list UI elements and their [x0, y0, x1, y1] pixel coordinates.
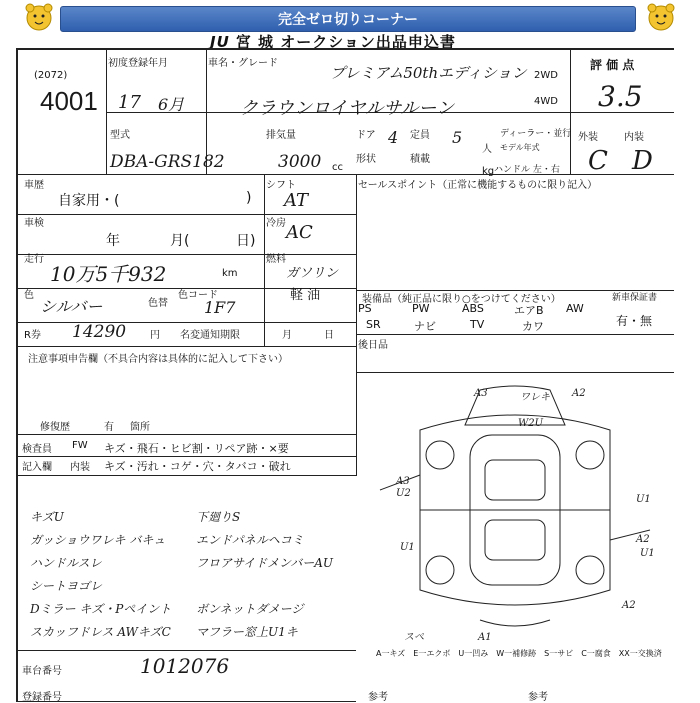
inspection-label: 車検 [24, 218, 44, 229]
interior-grade: D [632, 146, 653, 176]
dealer-label: ディーラー・並行 [500, 129, 572, 139]
model-value: DBA-GRS182 [110, 152, 225, 172]
usage-close: ) [246, 190, 252, 206]
after-label: 後日品 [358, 340, 388, 351]
rating-score: 3.5 [598, 80, 643, 113]
color-value: シルバー [40, 297, 103, 316]
remark-line: ボンネットダメージ [196, 602, 304, 616]
usage-label: 車歴 [24, 180, 44, 191]
rating-label: 評 価 点 [590, 58, 635, 72]
ref-2: 参考 [528, 692, 548, 703]
interior-check-label: 内装 [70, 462, 90, 473]
color-change-label: 色替 [148, 298, 168, 309]
repair-value: 有 [104, 422, 114, 433]
doors-value: 4 [388, 128, 399, 147]
interior-label: 内装 [624, 132, 644, 143]
damage-label: A3 [474, 388, 488, 399]
handle-label: ハンドル 左・右 [494, 165, 560, 175]
mascot-left-icon [22, 2, 56, 32]
doors-label: ドア [356, 130, 376, 141]
equipment-item: PS [358, 302, 372, 315]
seats-value: 5 [452, 128, 463, 147]
banner: 完全ゼロ切りコーナー [60, 6, 636, 32]
damage-label: A2 [572, 388, 586, 399]
seats-unit: 人 [482, 144, 492, 155]
damage-label: ワレキ [520, 392, 550, 403]
damage-label: A2 [636, 534, 650, 545]
remark-line: Dミラー キズ・Pペイント [30, 602, 172, 616]
remark-line: フロアサイドメンバーAU [196, 556, 333, 570]
displacement-value: 3000 [278, 152, 322, 172]
inspection-month: 月( [170, 233, 190, 249]
ac-label: 冷房 [266, 218, 286, 229]
diagram-legend: A一キズ E一エクボ U一凹み W一補修跡 S一サビ C一腐食 XX一交換済 [376, 649, 662, 658]
model-label: 型式 [110, 130, 130, 141]
form-title: JU 宮 城 オークション出品申込書 [210, 33, 456, 51]
remark-line: 下廻りS [196, 510, 241, 524]
ac-value: AC [286, 222, 313, 243]
equipment-item: カワ [522, 320, 544, 333]
shift-label: シフト [266, 180, 296, 191]
mileage-unit: km [222, 268, 238, 279]
interior-items: キズ・汚れ・コゲ・穴・タバコ・破れ [104, 460, 291, 473]
registration-label: 初度登録年月 [108, 58, 168, 69]
chassis-number: 1012076 [140, 654, 230, 678]
cc-unit: cc [332, 162, 343, 173]
drive-4wd: 4WD [534, 96, 558, 107]
warranty-value: 有・無 [616, 314, 653, 328]
remark-line: マフラー窓上U1キ [196, 625, 298, 639]
exterior-label: 外装 [578, 132, 598, 143]
shift-value: AT [284, 190, 309, 211]
model-year-label: モデル年式 [500, 143, 540, 152]
kg-unit: kg [482, 166, 495, 177]
inspection-year: 年 [106, 233, 120, 249]
remark-line: スカッフドレス AWキズC [30, 625, 171, 639]
color-label: 色 [24, 290, 34, 301]
mascot-right-icon [644, 2, 678, 32]
shape-label: 形状 [356, 154, 376, 165]
name-change-month: 月 [282, 330, 292, 341]
damage-label: U1 [640, 548, 655, 559]
damage-label: スペ [404, 632, 424, 643]
remark-line: シートヨゴレ [30, 579, 103, 593]
remark-line: ガッショウワレキ バキュ [30, 533, 166, 547]
seats-label: 定員 [410, 130, 430, 141]
fuel-value-1: ガソリン [286, 266, 339, 281]
damage-label: W2U [518, 418, 544, 429]
registration-year: 17 [118, 92, 141, 113]
lot-code: (2072) [34, 70, 68, 81]
equipment-item: ナビ [414, 320, 436, 333]
damage-label: A2 [622, 600, 636, 611]
equipment-item: エアB [514, 304, 544, 317]
fuel-label: 燃料 [266, 254, 286, 265]
equipment-item: PW [412, 302, 430, 315]
damage-label: A3 [396, 476, 410, 487]
vehicle-grade: プレミアム50thエディション [330, 64, 527, 82]
mileage-label: 走行 [24, 254, 44, 265]
damage-label: A1 [478, 632, 492, 643]
inspector-label: 検査員 [22, 444, 52, 455]
vehicle-name-label: 車名・グレード [208, 58, 278, 69]
warranty-label: 新車保証書 [612, 293, 658, 303]
lot-number: 4001 [40, 86, 98, 116]
inspection-day: 日) [236, 233, 256, 249]
fuel-value-2: 軽 油 [290, 288, 321, 303]
drive-2wd: 2WD [534, 70, 558, 81]
sales-point-label: セールスポイント（正常に機能するものに限り記入） [358, 180, 598, 191]
color-code-label: 色コード [178, 290, 218, 301]
vehicle-name: クラウンロイヤルサルーン [240, 98, 455, 119]
damage-label: U2 [396, 488, 411, 499]
name-change-day: 日 [324, 330, 334, 341]
capacity-label: 積載 [410, 154, 430, 165]
repair-place: 箇所 [130, 422, 150, 433]
logo: JU [210, 33, 230, 51]
fw-items: キズ・飛石・ヒビ割・リペア跡・×要 [104, 442, 289, 455]
recycle-unit: 円 [150, 330, 160, 341]
damage-label: U1 [636, 494, 651, 505]
equipment-item: AW [566, 302, 584, 315]
exterior-grade: C [588, 146, 608, 176]
displacement-label: 排気量 [266, 130, 296, 141]
registration-month: 6月 [158, 95, 185, 114]
mileage-value: 10万5千932 [50, 262, 167, 286]
equipment-item: TV [470, 318, 485, 331]
ref-1: 参考 [368, 692, 388, 703]
equipment-item: SR [366, 318, 381, 331]
reg-label: 登録番号 [22, 692, 62, 703]
remark-line: エンドパネルヘコミ [196, 533, 304, 547]
remark-line: キズU [30, 510, 64, 524]
fw-label: FW [72, 440, 88, 451]
damage-label: U1 [400, 542, 415, 553]
recycle-label: R券 [24, 330, 41, 341]
usage-value: 自家用・( [58, 193, 120, 209]
equipment-label: 装備品（純正品に限り○をつけてください） [362, 294, 561, 305]
repair-label: 修復歴 [40, 422, 70, 433]
recycle-value: 14290 [72, 322, 127, 342]
color-code: 1F7 [204, 298, 236, 317]
equipment-item: ABS [462, 302, 484, 315]
notes-label: 注意事項申告欄（不具合内容は具体的に記入して下さい） [28, 354, 288, 365]
remark-line: ハンドルスレ [30, 556, 102, 570]
name-change-label: 名変通知期限 [180, 330, 240, 341]
entry-label: 記入欄 [22, 462, 52, 473]
chassis-label: 車台番号 [22, 666, 62, 677]
